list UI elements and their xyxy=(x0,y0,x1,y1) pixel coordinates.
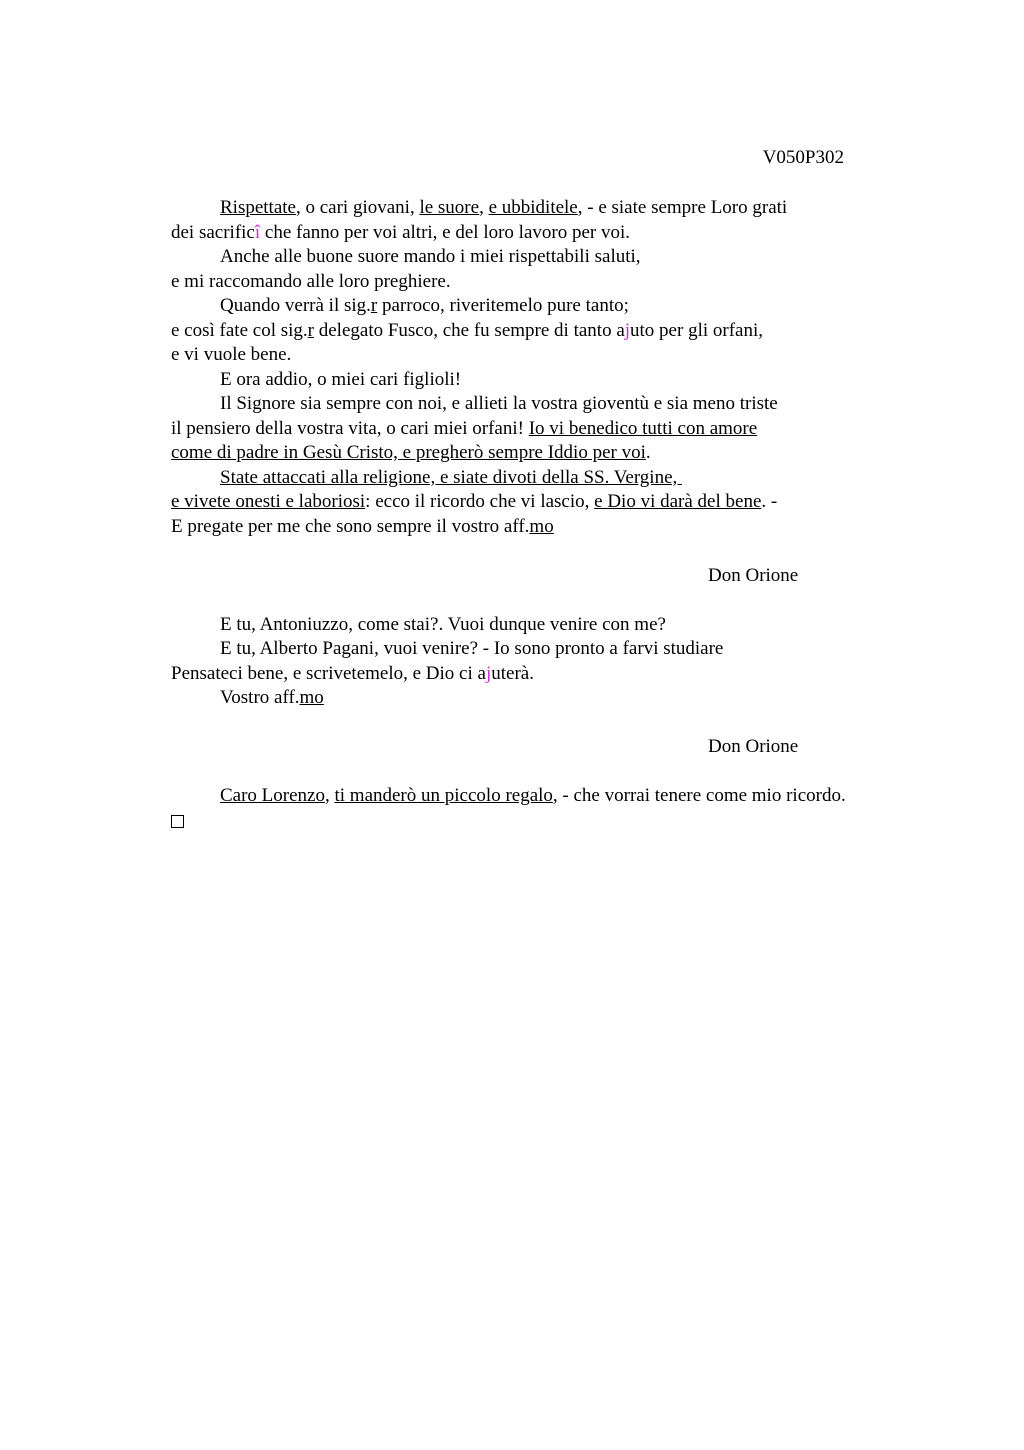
text-run: , - che vorrai tenere come mio ricordo. xyxy=(552,785,846,806)
text-run: uto per gli orfani, xyxy=(630,319,763,341)
blank-line xyxy=(171,539,931,564)
letter-line: e mi raccomando alle loro preghiere. xyxy=(171,270,451,292)
underlined-text: e ubbiditele xyxy=(488,197,578,218)
underlined-text: Caro Lorenzo xyxy=(220,785,325,806)
signature: Don Orione xyxy=(708,564,799,586)
underlined-text: e vivete onesti e laboriosi xyxy=(171,491,366,512)
signature: Don Orione xyxy=(708,736,799,757)
letter-line xyxy=(171,515,931,540)
text-run: delegato Fusco, che fu sempre di tanto a xyxy=(313,319,625,341)
underlined-text: Rispettate xyxy=(220,197,296,218)
underlined-text: come di padre in Gesù Cristo, e pregherò sempre Iddio per voi xyxy=(171,442,646,463)
highlighted-char: j xyxy=(624,319,631,341)
letter-line xyxy=(171,294,931,319)
letter-line xyxy=(171,686,931,711)
text-run: Pensateci bene, e scrivetemelo, e Dio ci a xyxy=(171,662,486,684)
text-run: parroco, riveritemelo pure tanto; xyxy=(377,295,629,316)
letter-line: E ora addio, o miei cari figlioli! xyxy=(220,368,462,390)
text-run: dei sacrific xyxy=(171,221,255,243)
text-run: che fanno per voi altri, e del loro lavoro per voi. xyxy=(260,221,630,243)
underlined-text: mo xyxy=(529,515,554,537)
text-run: e così fate col sig. xyxy=(171,319,308,341)
text-run: . - xyxy=(761,491,778,512)
letter-line xyxy=(171,441,931,466)
text-run: , xyxy=(479,197,489,218)
blank-line xyxy=(171,711,931,736)
letter-line xyxy=(171,196,931,221)
text-run: Quando verrà il sig. xyxy=(220,295,371,316)
underlined-text: e Dio vi darà del bene xyxy=(594,491,762,512)
underlined-text: le suore xyxy=(419,197,480,218)
blank-line xyxy=(171,760,931,785)
text-run: uterà. xyxy=(491,662,534,684)
page-reference-code: V050P302 xyxy=(762,147,844,168)
empty-box-icon xyxy=(171,815,184,828)
letter-line: Il Signore sia sempre con noi, e allieti la vostra gioventù e sia meno triste xyxy=(220,393,778,414)
text-run: Vostro aff. xyxy=(220,687,300,708)
underlined-text: mo xyxy=(299,687,324,708)
letter-line xyxy=(171,490,931,515)
text-run: il pensiero della vostra vita, o cari miei orfani! xyxy=(171,417,529,439)
highlighted-char: î xyxy=(254,221,261,243)
text-run: , - e siate sempre Loro grati xyxy=(577,197,788,218)
blank-line xyxy=(171,588,931,613)
underlined-text: ti manderò un piccolo regalo xyxy=(334,785,553,806)
letter-line xyxy=(171,784,931,809)
underlined-text: Io vi benedico tutti con amore xyxy=(528,417,758,439)
text-run: , xyxy=(324,785,335,806)
text-run: : ecco il ricordo che vi lascio, xyxy=(365,491,595,512)
highlighted-char: j xyxy=(485,662,492,684)
letter-line xyxy=(171,466,931,491)
letter-body xyxy=(171,196,931,835)
letter-line xyxy=(171,319,931,344)
underlined-text: State attaccati alla religione, e siate divoti della SS. Vergine, xyxy=(220,466,683,488)
letter-line xyxy=(171,221,931,246)
letter-line: e vi vuole bene. xyxy=(171,344,292,365)
text-run: E pregate per me che sono sempre il vostro aff. xyxy=(171,515,530,537)
underlined-text: r xyxy=(370,295,378,316)
letter-line xyxy=(171,662,931,687)
letter-line: E tu, Alberto Pagani, vuoi venire? - Io sono pronto a farvi studiare xyxy=(220,638,724,659)
text-run: , o cari giovani, xyxy=(295,197,420,218)
letter-line: Anche alle buone suore mando i miei rispettabili saluti, xyxy=(220,246,641,267)
underlined-text: r xyxy=(307,319,314,341)
letter-line xyxy=(171,417,931,442)
letter-line: E tu, Antoniuzzo, come stai?. Vuoi dunque venire con me? xyxy=(220,613,666,635)
text-run: . xyxy=(645,442,651,463)
letter-line xyxy=(171,809,931,836)
